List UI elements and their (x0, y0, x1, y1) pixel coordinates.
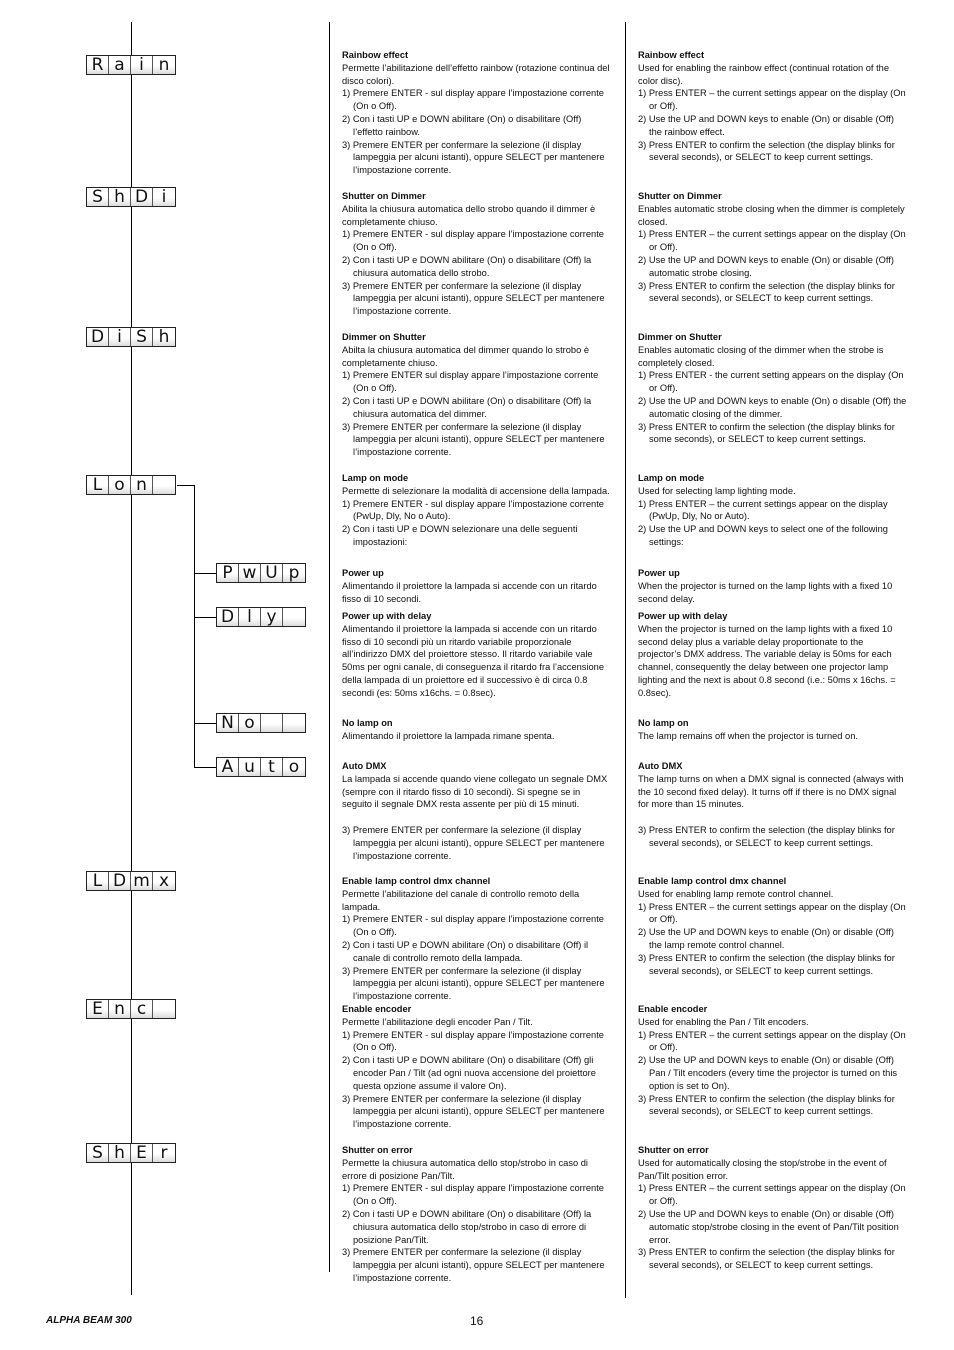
section-steps (638, 901, 908, 978)
display-char: P (217, 564, 239, 582)
step-item: 1) Press ENTER – the current settings appear on the display (On or Off). (638, 88, 906, 112)
display-char: w (239, 564, 261, 582)
section-steps (638, 87, 908, 164)
display-char: L (87, 872, 109, 890)
section-title: Shutter on error (638, 1145, 709, 1155)
step-item: 1) Premere ENTER - sul display appare l’impostazione corrente (On o Off). (342, 914, 604, 938)
en-enable-encoder-section (638, 1003, 908, 1118)
display-char (261, 714, 283, 732)
section-intro: Permette la chiusura automatica dello stop/strobo in caso di errore di posizione Pan/Tilt. (342, 1157, 588, 1181)
display-char: E (131, 1144, 153, 1162)
display-char (153, 476, 175, 494)
step-item: 1) Premere ENTER - sul display appare l’impostazione corrente (On o Off). (342, 88, 604, 112)
section-intro: Abilita la chiusura automatica dello strobo quando il dimmer è completamente chiuso. (342, 203, 596, 227)
en-power-up-section (638, 567, 908, 605)
dly-connector (194, 617, 216, 618)
section-intro: The lamp turns on when a DMX signal is connected (always with the 10 second fixed delay). It turns off if there is no DMX signal for more than 15 minutes. (638, 773, 904, 810)
it-dimmer-on-shutter-section (342, 331, 612, 459)
display-char: S (131, 328, 153, 346)
display-char: m (131, 872, 153, 890)
section-steps (638, 1182, 908, 1272)
display-char: c (131, 1000, 153, 1018)
display-enc (86, 999, 176, 1019)
en-rainbow-section (638, 49, 908, 164)
section-intro: The lamp remains off when the projector is turned on. (638, 730, 858, 741)
section-steps (342, 87, 612, 177)
en-shutter-on-dimmer-section (638, 190, 908, 305)
it-lamp-on-mode-section (342, 472, 612, 549)
section-title: Power up with delay (342, 611, 432, 621)
display-char: a (109, 56, 131, 74)
display-char: n (131, 476, 153, 494)
lamp-submenu-branch (194, 485, 195, 768)
section-steps (638, 824, 908, 850)
pwup-connector (194, 573, 216, 574)
it-power-up-delay-section (342, 610, 612, 700)
display-ldmx (86, 871, 176, 891)
it-rainbow-section (342, 49, 612, 177)
section-steps (342, 1182, 612, 1284)
step-item: 1) Premere ENTER - sul display appare l’impostazione corrente (On o Off). (342, 1183, 604, 1207)
step-item: 2) Use the UP and DOWN keys to enable (On) or disable (Off) automatic stop/strobe closing in the event of Pan/Tilt position error. (638, 1208, 899, 1245)
display-char: D (217, 608, 239, 626)
display-char: h (153, 328, 175, 346)
section-intro: Abilta la chiusura automatica del dimmer quando lo strobo è completamente chiuso. (342, 344, 590, 368)
display-char: i (153, 188, 175, 206)
section-title: Power up (638, 568, 680, 578)
section-title: No lamp on (638, 718, 689, 728)
step-item: 1) Press ENTER – the current settings appear on the display (On or Off). (638, 1029, 906, 1053)
display-char (153, 1000, 175, 1018)
display-rain (86, 55, 176, 75)
step-item: 3) Premere ENTER per confermare la selezione (il display lampeggia per alcuni istanti), oppure SELECT per mantenere l’impostazione corrente. (342, 1247, 605, 1283)
section-intro: Used for enabling the Pan / Tilt encoders. (638, 1016, 809, 1027)
display-char: t (261, 758, 283, 776)
step-item: 1) Press ENTER - the current setting appears on the display (On or Off). (638, 370, 904, 394)
display-char (283, 608, 305, 626)
step-item: 2) Use the UP and DOWN keys to enable (On) or disable (Off) Pan / Tilt encoders (every time the projector is turned on this option is set to On). (638, 1055, 898, 1091)
en-dimmer-on-shutter-section (638, 331, 908, 446)
section-steps (638, 228, 908, 305)
display-char: D (87, 328, 109, 346)
step-item: 1) Press ENTER – the current settings appear on the display (On or Off). (638, 1183, 906, 1207)
step-item: 2) Con i tasti UP e DOWN selezionare una delle seguenti impostazioni: (342, 524, 578, 547)
column-divider-left (329, 22, 330, 1272)
section-steps (342, 228, 612, 318)
step-item: 3) Premere ENTER per confermare la selezione (il display lampeggia per alcuni istanti), oppure SELECT per mantenere l’impostazione corrente. (342, 965, 605, 1002)
display-char: S (87, 1144, 109, 1162)
menu-tree-trunk (131, 22, 132, 1295)
step-item: 2) Use the UP and DOWN keys to enable (On) or disable (Off) the lamp remote control channel. (638, 927, 894, 950)
section-title: Enable encoder (638, 1004, 708, 1014)
section-intro: Alimentando il proiettore la lampada si accende con un ritardo fisso di 10 secondi. (342, 580, 597, 604)
it-enable-encoder-section (342, 1003, 612, 1131)
it-power-up-section (342, 567, 612, 605)
section-intro: When the projector is turned on the lamp lights with a fixed 10 second delay. (638, 580, 893, 604)
section-title: Shutter on Dimmer (638, 191, 722, 201)
display-char: l (239, 608, 261, 626)
en-lamp-on-mode-section (638, 472, 908, 549)
section-steps (638, 369, 908, 446)
step-item: 1) Press ENTER – the current settings appear on the display (PwUp, Dly, No or Auto). (638, 498, 888, 522)
section-title: Lamp on mode (638, 473, 705, 483)
section-steps (638, 1029, 908, 1119)
section-steps (342, 369, 612, 459)
section-intro: Permette l’abilitazione degli encoder Pan / Tilt. (342, 1016, 533, 1027)
section-title: Auto DMX (342, 761, 387, 771)
it-auto-dmx-section (342, 760, 612, 862)
section-intro: Permette l’abilitazione del canale di controllo remoto della lampada. (342, 888, 580, 912)
display-char: A (217, 758, 239, 776)
display-char: o (239, 714, 261, 732)
section-intro: Enables automatic strobe closing when the dimmer is completely closed. (638, 203, 905, 227)
display-char: N (217, 714, 239, 732)
auto-connector (194, 767, 216, 768)
display-char: u (239, 758, 261, 776)
display-char: x (153, 872, 175, 890)
section-title: Dimmer on Shutter (638, 332, 722, 342)
section-intro: La lampada si accende quando viene collegato un segnale DMX (sempre con il ritardo fisso di 10 secondi). Si spegne se in seguito il segnale DMX resta assente per più di 15 minuti. (342, 773, 608, 810)
display-char: n (153, 56, 175, 74)
section-title: Auto DMX (638, 761, 683, 771)
step-item: 3) Premere ENTER per confermare la selezione (il display lampeggia per alcuni istanti), oppure SELECT per mantenere l’impostazione corrente. (342, 280, 605, 317)
step-item: 1) Premere ENTER sul display appare l’impostazione corrente (On o Off). (342, 370, 599, 394)
step-item: 3) Premere ENTER per confermare la selezione (il display lampeggia per alcuni istanti), oppure SELECT per mantenere l’impostazione corrente. (342, 824, 605, 861)
step-item: 1) Premere ENTER - sul display appare l’impostazione corrente (PwUp, Dly, No o Auto). (342, 498, 604, 522)
it-no-lamp-section (342, 717, 612, 743)
step-item: 3) Premere ENTER per confermare la selezione (il display lampeggia per alcuni istanti), oppure SELECT per mantenere l’impostazione corrente. (342, 139, 605, 176)
display-char: h (109, 188, 131, 206)
display-char: i (131, 56, 153, 74)
display-auto (216, 757, 306, 777)
step-item: 3) Press ENTER to confirm the selection (the display blinks for several seconds), or SELECT to keep current settings. (638, 139, 895, 163)
step-item: 1) Press ENTER – the current settings appear on the display (On or Off). (638, 229, 906, 253)
display-lon (86, 475, 176, 495)
section-steps (342, 498, 612, 549)
section-intro: Alimentando il proiettore la lampada si accende con un ritardo fisso di 10 secondi più un ritardo variabile proporzionale all’indirizzo DMX del proiettore stesso. Il ritardo variabile vale 50ms per ogni canale, di conseguenza il ritardo fra l’accensione della lampada di un proiettore ed il successivo è di circa 0.8 secondi (es: 50ms x16chs. = 0.8sec). (342, 623, 605, 698)
display-char: n (109, 1000, 131, 1018)
it-shutter-on-error-section (342, 1144, 612, 1285)
display-char: D (131, 188, 153, 206)
section-intro: When the projector is turned on the lamp lights with a fixed 10 second delay plus a variable delay proportionate to the projector’s DMX address. The variable delay is 50ms for each channel, consequently the delay between one projector lamp lighting and the next is about 0.8 second (i.e.: 50ms x 16chs. = 0.8sec). (638, 623, 896, 698)
it-shutter-on-dimmer-section (342, 190, 612, 318)
section-title: No lamp on (342, 718, 393, 728)
display-char: S (87, 188, 109, 206)
display-char: p (283, 564, 305, 582)
display-char: o (109, 476, 131, 494)
step-item: 1) Premere ENTER - sul display appare l’impostazione corrente (On o Off). (342, 1029, 604, 1053)
footer-model-name: ALPHA BEAM 300 (46, 1315, 132, 1326)
section-intro: Permette di selezionare la modalità di accensione della lampada. (342, 485, 610, 496)
page-number: 16 (470, 1314, 484, 1328)
display-sher (86, 1143, 176, 1163)
display-char: R (87, 56, 109, 74)
display-char: L (87, 476, 109, 494)
section-intro: Used for automatically closing the stop/strobe in the event of Pan/Tilt position error. (638, 1157, 887, 1181)
step-item: 3) Press ENTER to confirm the selection (the display blinks for several seconds), or SELECT to keep current settings. (638, 1247, 895, 1271)
section-title: Power up with delay (638, 611, 728, 621)
section-steps (342, 824, 612, 862)
section-intro: Permette l’abilitazione dell’effetto rainbow (rotazione continua del disco colori). (342, 62, 610, 86)
section-intro: Used for enabling the rainbow effect (continual rotation of the color disc). (638, 62, 890, 86)
step-item: 1) Press ENTER – the current settings appear on the display (On or Off). (638, 901, 906, 925)
column-divider-right (625, 22, 626, 1298)
en-shutter-on-error-section (638, 1144, 908, 1272)
section-title: Enable encoder (342, 1004, 412, 1014)
display-no (216, 713, 306, 733)
section-intro: Used for selecting lamp lighting mode. (638, 485, 796, 496)
display-pwup (216, 563, 306, 583)
section-intro: Alimentando il proiettore la lampada rimane spenta. (342, 730, 555, 741)
display-char: U (261, 564, 283, 582)
section-title: Lamp on mode (342, 473, 409, 483)
display-char: r (153, 1144, 175, 1162)
step-item: 3) Press ENTER to confirm the selection (the display blinks for several seconds), or SELECT to keep current settings. (638, 280, 895, 304)
en-auto-dmx-section (638, 760, 908, 850)
display-shdi (86, 187, 176, 207)
section-title: Dimmer on Shutter (342, 332, 426, 342)
section-steps (342, 913, 612, 1003)
step-item: 2) Use the UP and DOWN keys to enable (On) or disable (Off) the rainbow effect. (638, 113, 894, 137)
section-title: Rainbow effect (342, 50, 409, 60)
lamp-submenu-connector (177, 485, 195, 486)
step-item: 2) Use the UP and DOWN keys to select one of the following settings: (638, 524, 888, 547)
display-char: o (283, 758, 305, 776)
section-intro: Enables automatic closing of the dimmer when the strobe is completely closed. (638, 344, 884, 368)
section-steps (638, 498, 908, 549)
step-item: 3) Press ENTER to confirm the selection (the display blinks for several seconds), or SELECT to keep current settings. (638, 1093, 895, 1117)
step-item: 2) Con i tasti UP e DOWN abilitare (On) o disabilitare (Off) il canale di controllo remoto della lampada. (342, 939, 589, 963)
display-dish (86, 327, 176, 347)
step-item: 2) Con i tasti UP e DOWN abilitare (On) o disabilitare (Off) la chiusura automatica del dimmer. (342, 395, 592, 419)
section-title: Rainbow effect (638, 50, 705, 60)
step-item: 3) Premere ENTER per confermare la selezione (il display lampeggia per alcuni istanti), oppure SELECT per mantenere l’impostazione corrente. (342, 1093, 605, 1130)
step-item: 3) Press ENTER to confirm the selection (the display blinks for some seconds), or SELECT to keep current settings. (638, 421, 895, 445)
step-item: 3) Premere ENTER per confermare la selezione (il display lampeggia per alcuni istanti), oppure SELECT per mantenere l’impostazione corrente. (342, 421, 605, 458)
step-item: 2) Con i tasti UP e DOWN abilitare (On) o disabilitare (Off) la chiusura automatica dello strobo. (342, 254, 592, 278)
step-item: 2) Use the UP and DOWN keys to enable (On) o disable (Off) the automatic closing of the dimmer. (638, 395, 907, 419)
section-title: Shutter on error (342, 1145, 413, 1155)
step-item: 2) Use the UP and DOWN keys to enable (On) or disable (Off) automatic strobe closing. (638, 254, 894, 278)
no-connector (194, 723, 216, 724)
display-dly (216, 607, 306, 627)
en-no-lamp-section (638, 717, 908, 743)
display-char: y (261, 608, 283, 626)
step-item: 1) Premere ENTER - sul display appare l’impostazione corrente (On o Off). (342, 229, 604, 253)
section-title: Power up (342, 568, 384, 578)
section-title: Enable lamp control dmx channel (638, 876, 787, 886)
display-char: h (109, 1144, 131, 1162)
step-item: 2) Con i tasti UP e DOWN abilitare (On) o disabilitare (Off) gli encoder Pan / Tilt (ad ogni nuova accensione del proiettore questa opzione assume il valore On). (342, 1055, 596, 1091)
display-char: D (109, 872, 131, 890)
en-lamp-control-section (638, 875, 908, 977)
section-intro: Used for enabling lamp remote control channel. (638, 888, 834, 899)
step-item: 2) Con i tasti UP e DOWN abilitare (On) o disabilitare (Off) l’effetto rainbow. (342, 113, 582, 137)
en-power-up-delay-section (638, 610, 908, 700)
section-title: Enable lamp control dmx channel (342, 876, 491, 886)
step-item: 3) Press ENTER to confirm the selection (the display blinks for several seconds), or SELECT to keep current settings. (638, 952, 895, 976)
it-lamp-control-section (342, 875, 612, 1003)
section-steps (342, 1029, 612, 1131)
display-char: i (109, 328, 131, 346)
section-title: Shutter on Dimmer (342, 191, 426, 201)
step-item: 3) Press ENTER to confirm the selection (the display blinks for several seconds), or SELECT to keep current settings. (638, 824, 895, 848)
display-char: E (87, 1000, 109, 1018)
step-item: 2) Con i tasti UP e DOWN abilitare (On) o disabilitare (Off) la chiusura automatica dello stop/strobo in caso di errore di posizione Pan/Tilt. (342, 1208, 592, 1245)
display-char (283, 714, 305, 732)
